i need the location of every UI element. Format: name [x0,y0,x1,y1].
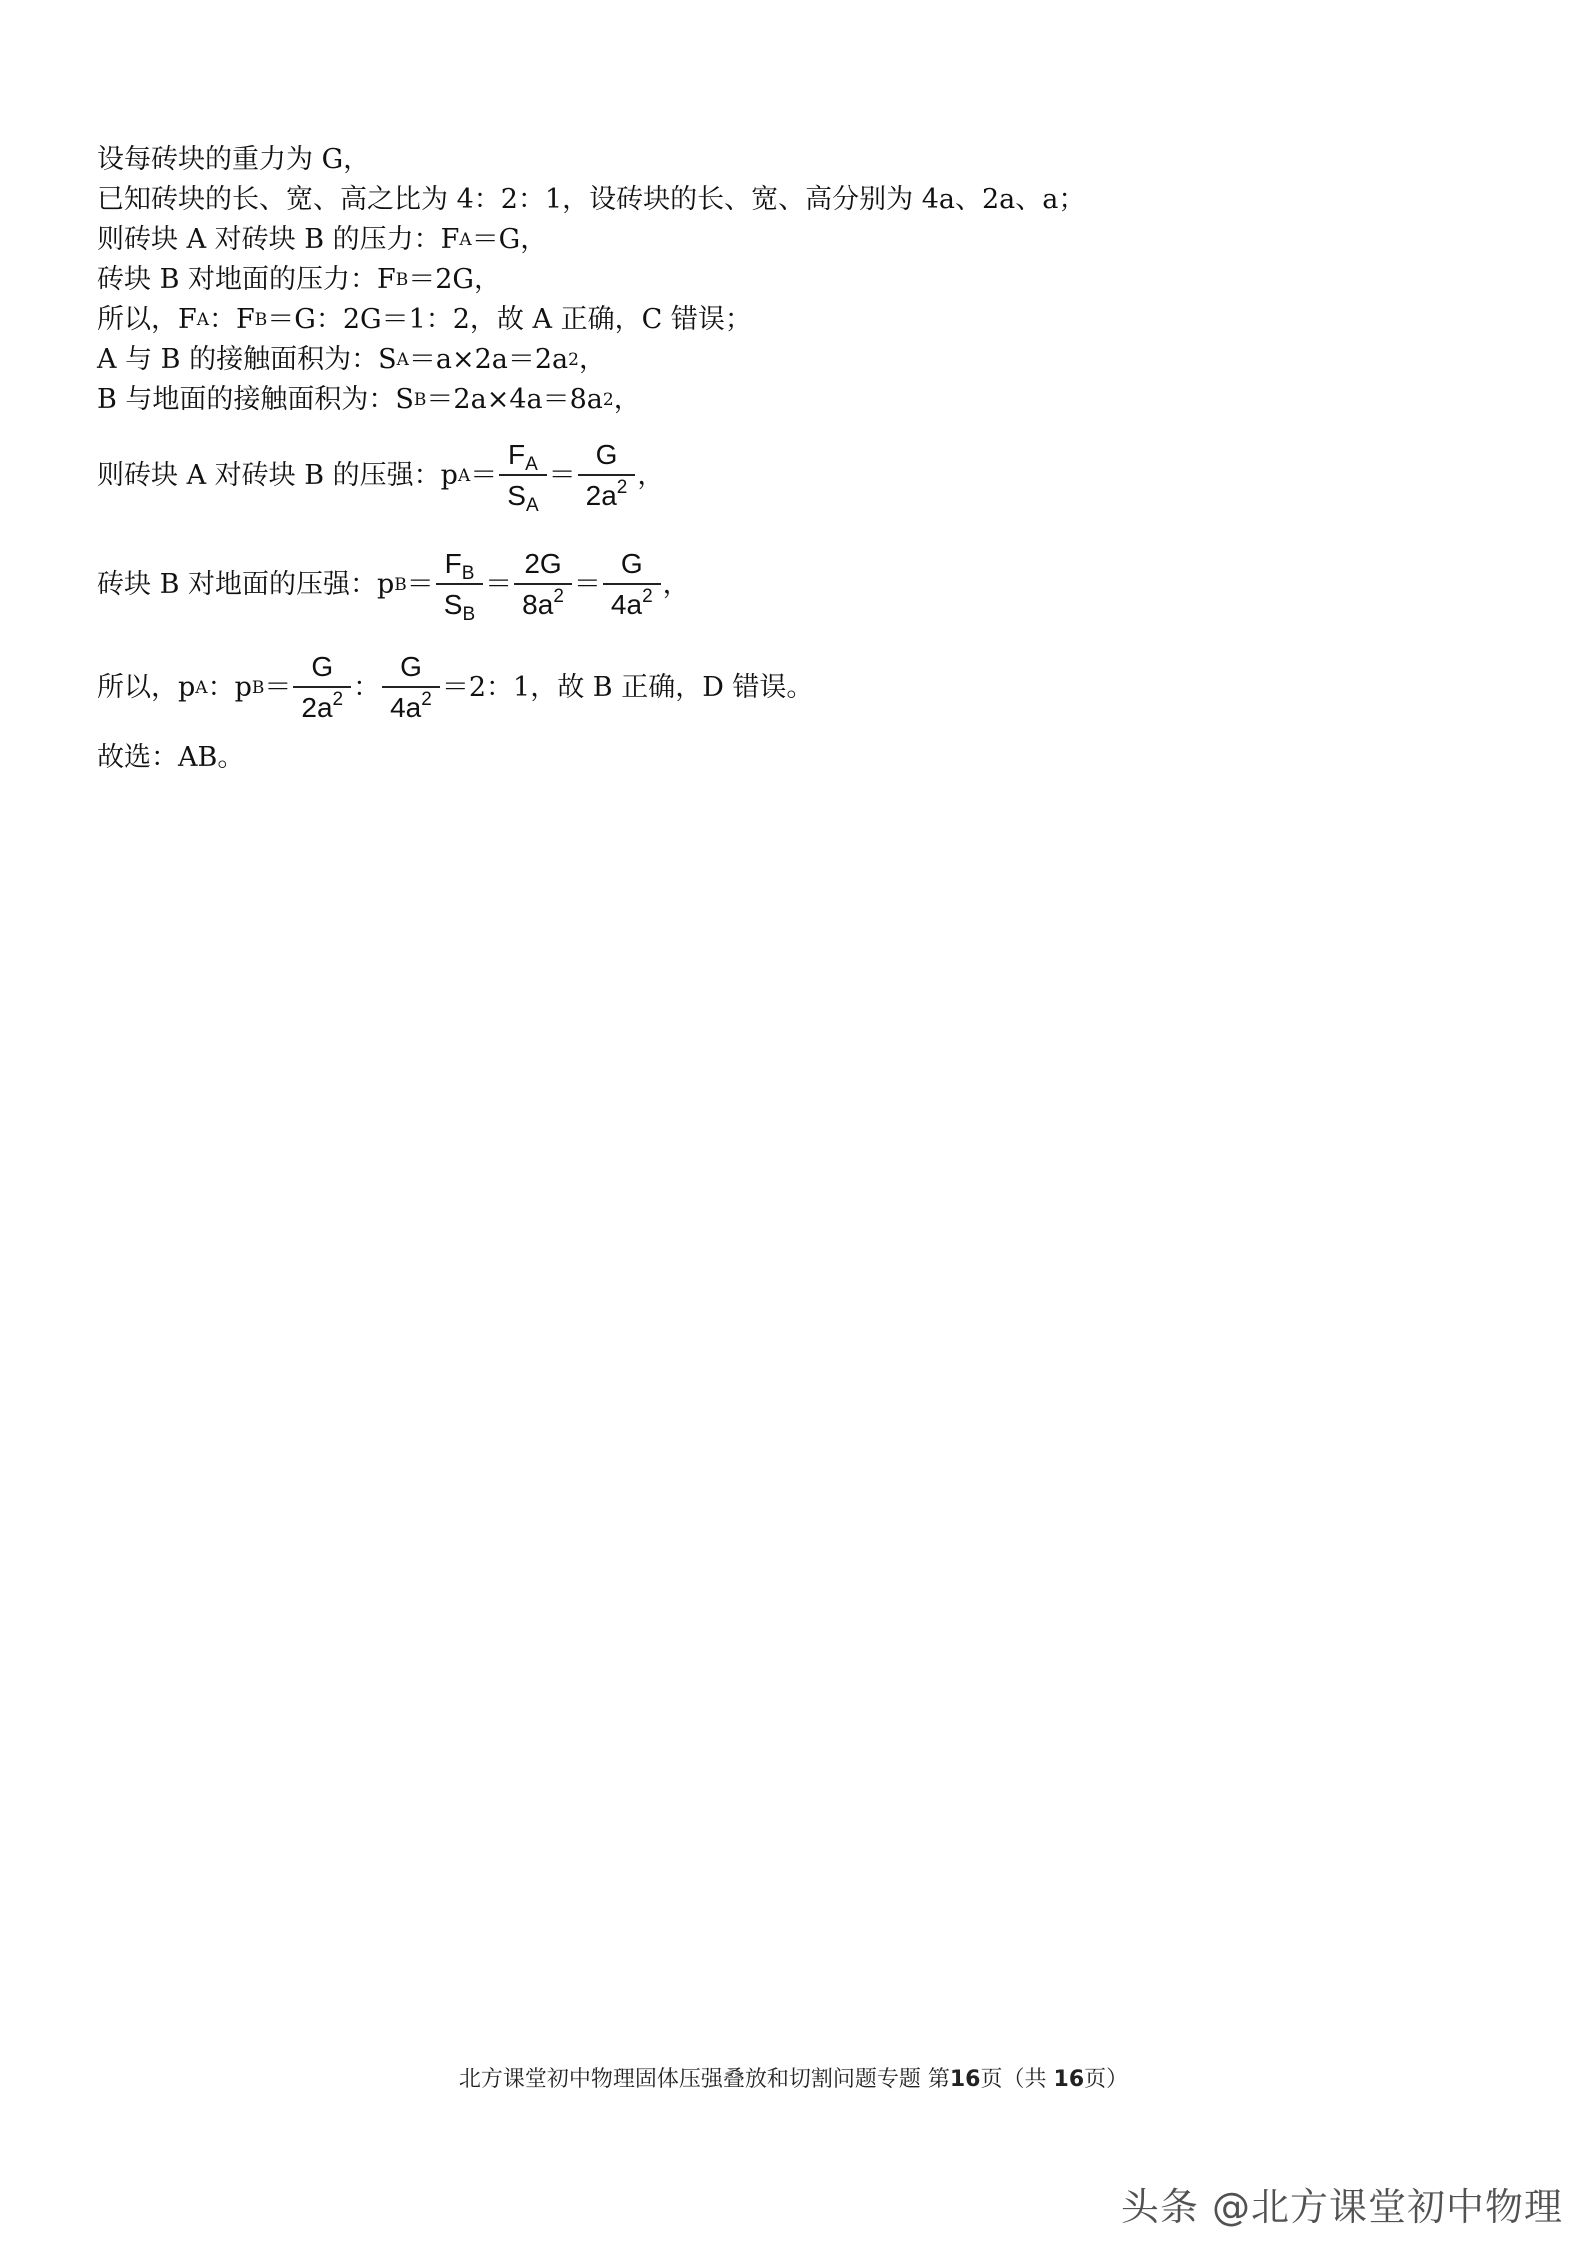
n: F [444,548,462,579]
superscript: 2 [553,586,564,607]
text: ＝a×2a＝2a [408,344,569,375]
text-answer: 故选：AB。 [97,742,245,773]
denominator [293,688,351,726]
line-force-a: 则砖块 A 对砖块 B 的压力：F A ＝G， [97,220,1497,260]
text: ＝2G， [408,264,501,295]
numerator: G [595,439,618,470]
d: 4a [390,692,422,723]
text: ， [637,460,665,491]
line-dimensions [97,180,1497,220]
equals: ＝ [264,672,292,703]
text: B 与地面的接触面积为：S [97,384,414,415]
equals: ＝ [406,569,434,600]
text: 页（共 [980,2067,1047,2092]
equals: ＝ [548,460,576,491]
denominator [514,585,572,623]
fraction [603,547,661,623]
line-gravity [97,140,1497,180]
line-pressure-ratio: 所以，p A ：p B ＝ $\frac{G}{2a^2}$ ： $\frac{G}{4a^2}$ ＝2：1，故 B 正确，D 错误。 [97,638,1497,738]
numerator: G [311,651,334,682]
text: ＝G：2G＝1：2，故 A 正确，C 错误； [267,304,752,335]
d: 2a [585,480,617,511]
footer-page [928,2067,1128,2092]
n: F [508,439,526,470]
numerator [437,547,483,583]
text: 砖块 B 对地面的压力：F [97,264,396,295]
page-total: 16 [1053,2067,1085,2092]
equals: ＝ [470,460,498,491]
text: ， [662,569,690,600]
superscript: 2 [421,689,432,710]
fraction [436,547,483,623]
d: 8a [522,589,554,620]
colon: ： [353,672,381,703]
superscript: 2 [642,586,653,607]
text: 则砖块 A 对砖块 B 的压强：p [97,460,458,491]
denominator [382,688,440,726]
fraction [514,547,572,623]
text: ＝2a×4a＝8a [426,384,603,415]
d: S [443,589,463,620]
text-dimensions: 已知砖块的长、宽、高之比为 4：2：1，设砖块的长、宽、高分别为 4a、2a、a； [97,184,1086,215]
fraction [578,438,636,514]
equals: ＝ [485,569,513,600]
text: 所以，p [97,672,196,703]
page-footer [0,2062,1587,2093]
text: 则砖块 A 对砖块 B 的压力：F [97,224,460,255]
denominator [578,476,636,514]
line-force-b: 砖块 B 对地面的压力：F B ＝2G， [97,260,1497,300]
superscript: 2 [616,477,628,498]
denominator [603,585,661,623]
numerator: 2G [524,548,562,579]
numerator: G [400,651,422,682]
line-pressure-a: 则砖块 A 对砖块 B 的压强：p A ＝ $\frac{F_A}{S_A}$ ＝ $\frac{G}{2a^2}$ ， [97,439,665,516]
line-force-ratio: 所以，F A ：F B ＝G：2G＝1：2，故 A 正确，C 错误； [97,300,1497,340]
text: ＝2：1，故 B 正确，D 错误。 [441,672,814,703]
d: S [507,480,526,511]
numerator [500,438,546,474]
text: 砖块 B 对地面的压强：p [97,569,395,600]
fraction [382,650,440,726]
text: ：F [209,304,255,335]
d: 2a [301,692,333,723]
subscript: A [525,454,538,475]
footer-title: 北方课堂初中物理固体压强叠放和切割问题专题 [458,2067,921,2092]
text: 页） [1084,2067,1129,2092]
text: A 与 B 的接触面积为：S [97,344,397,375]
watermark: 头条 @北方课堂初中物理 [1120,2185,1563,2229]
superscript: 2 [332,689,344,710]
text: ， [613,384,641,415]
text: ：p [207,672,252,703]
subscript: A [525,495,539,516]
text: 所以，F [97,304,197,335]
denominator [436,585,483,623]
denominator [499,476,546,514]
line-area-a: A 与 B 的接触面积为：S A ＝a×2a＝2a 2 ， [97,340,1497,380]
text: ＝G， [471,224,548,255]
fraction [499,438,546,514]
text-gravity: 设每砖块的重力为 G， [97,144,371,175]
text: ， [578,344,606,375]
text: 第 [927,2067,950,2092]
page-number: 16 [949,2067,981,2092]
fraction [293,650,351,726]
line-pressure-b: 砖块 B 对地面的压强：p B ＝ $\frac{F_B}{S_B}$ ＝ $\frac{2G}{8a^2}$ ＝ $\frac{G}{4a^2}$ ， [97,548,690,625]
solution-body [97,140,1497,778]
subscript: B [462,604,476,625]
d: 4a [610,589,643,620]
line-answer [97,738,1497,778]
equals: ＝ [573,569,601,600]
numerator: G [620,548,643,579]
line-area-b: B 与地面的接触面积为：S B ＝2a×4a＝8a 2 ， [97,380,1497,420]
subscript: B [461,563,475,584]
